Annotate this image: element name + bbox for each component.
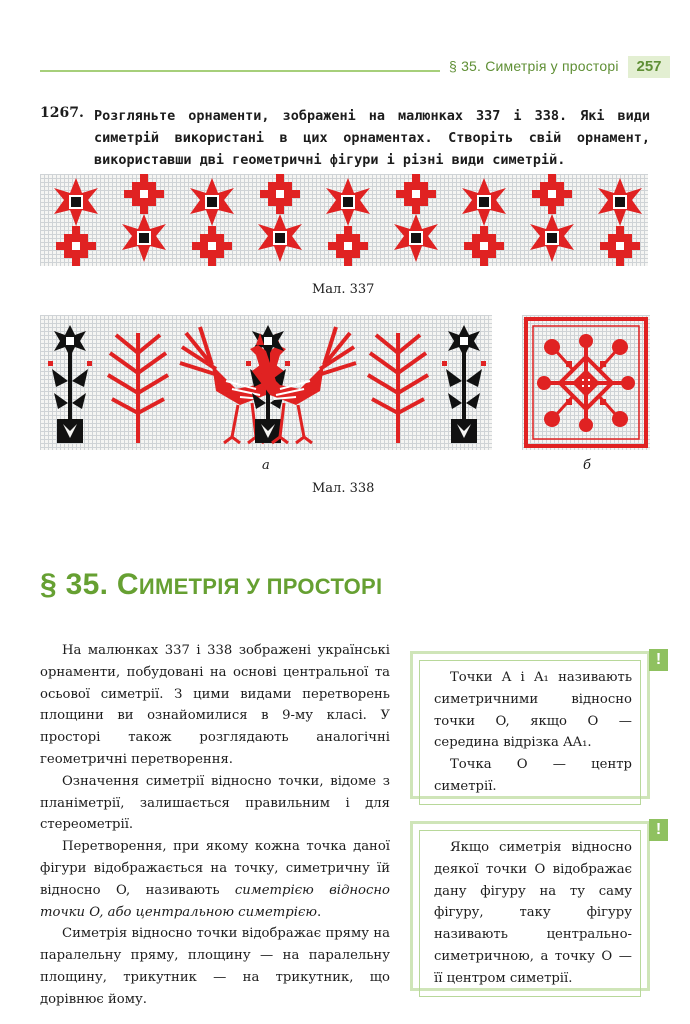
paragraph-2: Означення симетрії відносно точки, відоме з планіметрії, залишається правильним і для стереометрії. [40,773,390,833]
box2-paragraph-1: Якщо симетрія відносно деякої точки O відображає дану фігуру на ту саму фігуру, таку фігуру називають центрально-симетричною, а точку O — її центром симетрії. [434,840,632,986]
exercise-number: 1267. [40,105,84,121]
paragraph-3-start: Перетворення, при якому кожна точка даної фігури відображається на точку, симетричну їй відносно O, називають [40,839,390,898]
caption-label-b: б [583,458,591,473]
caption-label-a: а [262,458,270,473]
caption-figure-337: Мал. 337 [312,282,375,297]
definition-box-2 [410,821,650,991]
box1-paragraph-2: Точка O — центр симетрії. [434,757,632,794]
section-title-first-letter: С [116,568,139,601]
caption-figure-338: Мал. 338 [312,481,375,496]
definition-box-1 [410,651,650,799]
figure-338b-ornament [522,315,650,450]
section-title-rest: ИМЕТРІЯ У ПРОСТОРІ [138,574,383,599]
figure-337-ornament [40,174,648,266]
exercise-text: Розгляньте орнаменти, зображені на малюнках 337 і 338. Які види симетрій використані в цих орнаментах. Створіть свій орнамент, використавши дві геометричні фігури і різні види симетрій. [94,108,650,168]
paragraph-4: Симетрія відносно точки відображає пряму на паралельну пряму, площину — на паралельну площину, трикутник — на трикутник, що дорівнює йому. [40,926,390,1007]
header-rule [40,70,440,72]
figure-338a-ornament [40,315,492,450]
section-number: § 35. [40,568,109,601]
page-number: 257 [628,56,670,78]
paragraph-3-end: . [316,904,322,920]
exclamation-icon: ! [649,819,668,841]
definition-term: симетрією відносно точки O, або центральною симетрією [40,882,390,920]
paragraph-1: На малюнках 337 і 338 зображені українські орнаменти, побудовані на основі центральної та осьової симетрії. З цими видами перетворень площини ви ознайомилися в 9-му класі. У просторі також розглядають аналогічні геометричні перетворення. [40,643,390,767]
paragraph-3 [40,836,390,923]
box1-paragraph-1: Точки A і A₁ називають симетричними відносно точки O, якщо O — середина відрізка AA₁. [434,670,632,751]
running-head: § 35. Симетрія у просторі [449,58,619,74]
section-title [40,568,382,602]
exclamation-icon: ! [649,649,668,671]
main-text [40,640,390,1011]
